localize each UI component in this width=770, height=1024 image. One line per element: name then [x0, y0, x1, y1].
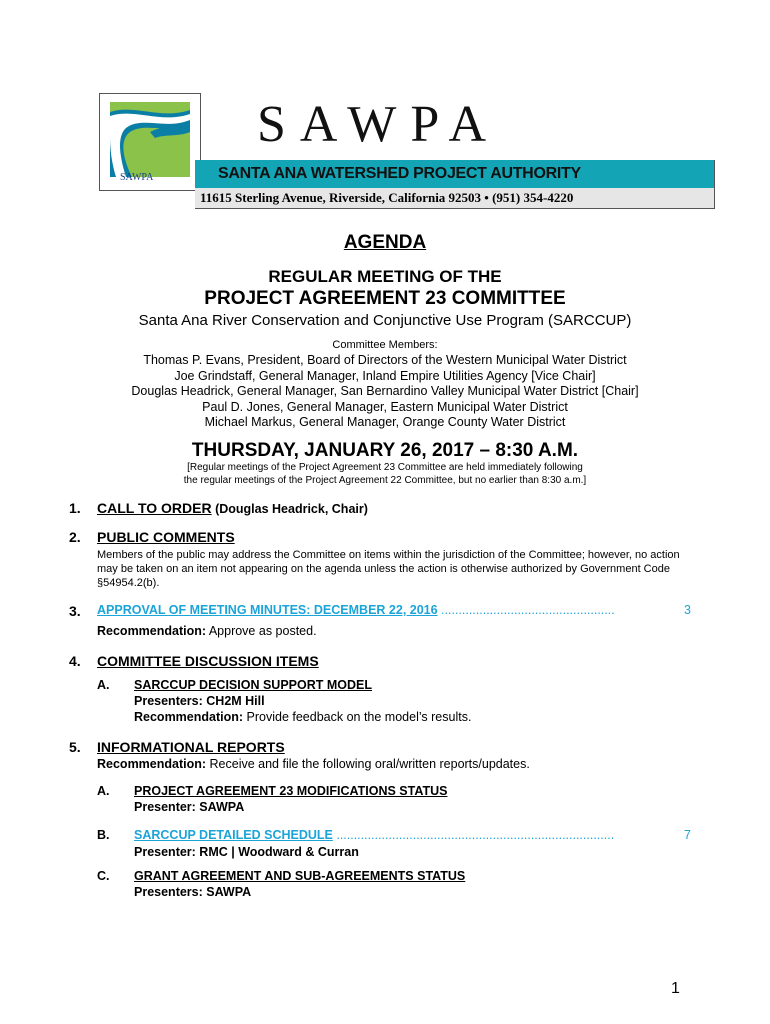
item-3-number: 3.: [69, 603, 81, 619]
item-5c-presenters: Presenters: SAWPA: [134, 885, 252, 899]
item-1-chair: (Douglas Headrick, Chair): [211, 502, 368, 516]
recommendation-label: Recommendation:: [97, 624, 207, 638]
item-1-number: 1.: [69, 500, 81, 516]
item-3-page[interactable]: 3: [684, 603, 691, 617]
item-2-title: PUBLIC COMMENTS: [97, 529, 235, 545]
item-2-text-line1: Members of the public may address the Committee on items within the jurisdiction of the Committee; however, no action: [97, 549, 680, 561]
item-5a-presenter: Presenter: SAWPA: [134, 800, 245, 814]
recommendation-label: Recommendation:: [134, 710, 244, 724]
item-5a-letter: A.: [97, 784, 110, 798]
item-2-number: 2.: [69, 529, 81, 545]
meeting-title-line1: REGULAR MEETING OF THE: [268, 267, 502, 286]
brand-title: SAWPA: [257, 96, 501, 153]
item-5b-toc-line[interactable]: [134, 828, 614, 842]
recommendation-text: Receive and file the following oral/written reports/updates.: [206, 757, 530, 771]
member-line: Douglas Headrick, General Manager, San Bernardino Valley Municipal Water District [Chair]: [131, 384, 639, 398]
meeting-title-line2: PROJECT AGREEMENT 23 COMMITTEE: [204, 288, 566, 309]
item-5-recommendation: [97, 757, 530, 771]
item-1-title: CALL TO ORDER: [97, 500, 212, 516]
item-2-text-line3: §54954.2(b).: [97, 577, 160, 589]
item-5b-page[interactable]: 7: [684, 828, 691, 842]
item-4a-letter: A.: [97, 678, 110, 692]
item-1-heading: [97, 500, 368, 516]
item-5b-letter: B.: [97, 828, 110, 842]
authority-name: SANTA ANA WATERSHED PROJECT AUTHORITY: [218, 165, 581, 182]
item-5-number: 5.: [69, 739, 81, 755]
item-3-toc-line[interactable]: [97, 603, 615, 617]
page-number: 1: [671, 980, 680, 997]
agenda-heading: AGENDA: [343, 232, 427, 253]
member-line: Michael Markus, General Manager, Orange County Water District: [204, 415, 566, 429]
member-line: Thomas P. Evans, President, Board of Directors of the Western Municipal Water District: [143, 353, 627, 367]
item-5c-letter: C.: [97, 869, 110, 883]
item-5b-link[interactable]: SARCCUP DETAILED SCHEDULE: [134, 828, 333, 842]
address-line: 11615 Sterling Avenue, Riverside, California 92503 • (951) 354-4220: [200, 190, 574, 205]
item-3-link[interactable]: APPROVAL OF MEETING MINUTES: DECEMBER 22, 2016: [97, 603, 438, 617]
item-5a-title: PROJECT AGREEMENT 23 MODIFICATIONS STATUS: [134, 784, 448, 798]
meeting-date: THURSDAY, JANUARY 26, 2017 – 8:30 A.M.: [191, 440, 579, 461]
program-name: Santa Ana River Conservation and Conjunctive Use Program (SARCCUP): [138, 312, 632, 329]
logo-caption: SAWPA: [120, 172, 154, 183]
item-5-title: INFORMATIONAL REPORTS: [97, 739, 285, 755]
member-line: Joe Grindstaff, General Manager, Inland Empire Utilities Agency [Vice Chair]: [174, 369, 596, 383]
recommendation-text: Provide feedback on the model’s results.: [243, 710, 472, 724]
river-logo-icon: [110, 102, 190, 177]
item-4-number: 4.: [69, 653, 81, 669]
member-line: Paul D. Jones, General Manager, Eastern Municipal Water District: [202, 400, 568, 414]
recommendation-text: Approve as posted.: [206, 624, 317, 638]
item-5c-title: GRANT AGREEMENT AND SUB-AGREEMENTS STATUS: [134, 869, 466, 883]
item-3-recommendation: [97, 624, 317, 638]
meeting-note-line2: the regular meetings of the Project Agreement 22 Committee, but no earlier than 8:30 a.m.]: [183, 475, 587, 486]
members-label: Committee Members:: [332, 339, 438, 351]
item-3-leader-dots: ..................................................: [437, 603, 615, 617]
item-5b-presenter: Presenter: RMC | Woodward & Curran: [134, 845, 359, 859]
item-4a-recommendation: [134, 710, 471, 724]
item-4a-title: SARCCUP DECISION SUPPORT MODEL: [134, 678, 372, 692]
item-2-text-line2: may be taken on an item not appearing on the agenda unless the action is otherwise authorized by Government Code: [97, 563, 670, 575]
item-5b-leader-dots: ................................................................................: [332, 828, 615, 842]
meeting-note-line1: [Regular meetings of the Project Agreement 23 Committee are held immediately following: [187, 462, 583, 473]
item-4-title: COMMITTEE DISCUSSION ITEMS: [97, 653, 319, 669]
recommendation-label: Recommendation:: [97, 757, 207, 771]
logo-graphic: [110, 102, 190, 177]
item-4a-presenters: Presenters: CH2M Hill: [134, 694, 265, 708]
